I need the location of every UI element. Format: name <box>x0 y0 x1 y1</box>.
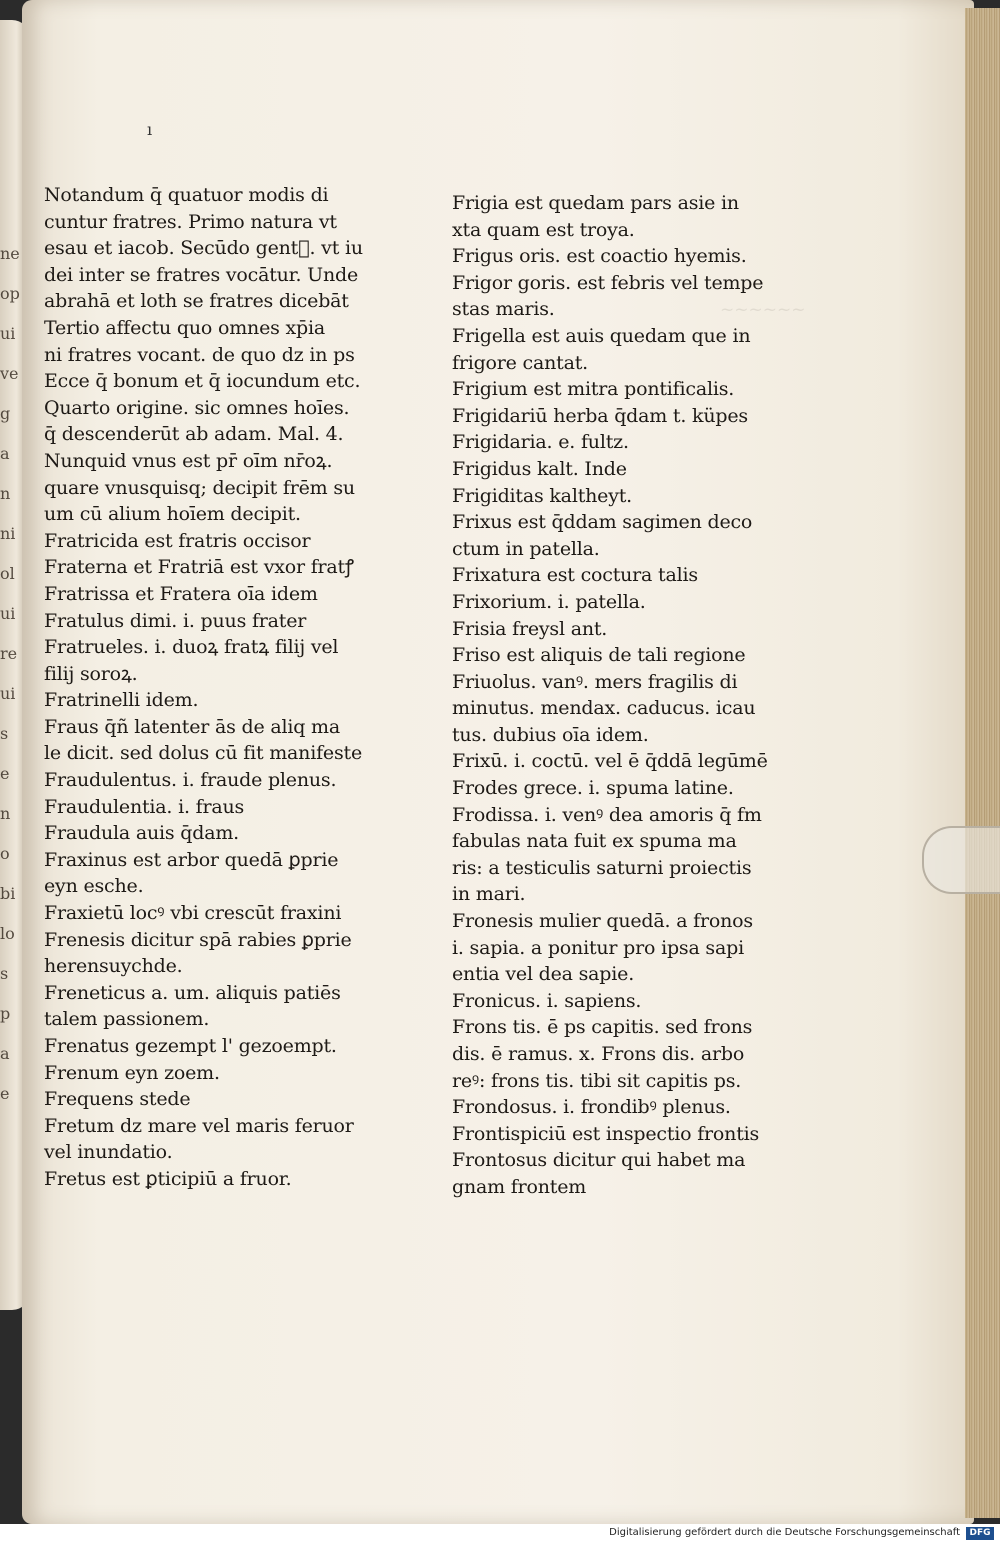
text-line: Frigidaria. e. fultz. <box>452 431 629 454</box>
text-line: Frondosus. i. frondibꝰ plenus. <box>452 1096 731 1119</box>
text-line: fabulas nata fuit ex spuma ma <box>452 830 737 853</box>
left-page-fragment: e <box>0 1084 10 1103</box>
text-line: reꝰ: frons tis. tibi sit capitis ps. <box>452 1069 742 1092</box>
text-line: Fronicus. i. sapiens. <box>452 989 642 1012</box>
text-line: Frigidus kalt. Inde <box>452 457 627 480</box>
text-line: Frigor goris. est febris vel tempe <box>452 271 764 294</box>
text-line: Fratrissa et Fratera oīa idem <box>44 582 318 605</box>
text-line: Quarto origine. sic omnes hoīes. <box>44 396 350 419</box>
left-page-fragment: lo <box>0 924 15 943</box>
text-line: Fretum dz mare vel maris feruor <box>44 1114 354 1137</box>
text-line: Friuolus. vanꝰ. mers fragilis di <box>452 670 738 693</box>
text-line: Frigia est quedam pars asie in <box>452 192 739 214</box>
text-line: Friso est aliquis de tali regione <box>452 644 746 667</box>
text-line: cuntur fratres. Primo natura vt <box>44 210 337 233</box>
left-page-fragment: e <box>0 764 10 783</box>
text-line: Frons tis. ē ps capitis. sed frons <box>452 1016 753 1039</box>
text-line: Frequens stede <box>44 1088 191 1111</box>
text-line: Frontosus dicitur qui habet ma <box>452 1149 746 1172</box>
text-line: Fraterna et Fratriā est vxor fratꝭ <box>44 556 354 579</box>
text-line: i. sapia. a ponitur pro ipsa sapi <box>452 936 744 959</box>
digitization-credit: Digitalisierung gefördert durch die Deutsche Forschungsgemeinschaft <box>609 1527 960 1538</box>
text-line: Frenesis dicitur spā rabies ꝑprie <box>44 928 352 951</box>
left-page-fragment: s <box>0 724 9 743</box>
text-line: Frigus oris. est coactio hyemis. <box>452 245 747 268</box>
text-line: Fratrinelli idem. <box>44 689 199 712</box>
text-line: Fraxinus est arbor quedā ꝑprie <box>44 848 339 871</box>
text-line: Frodes grece. i. spuma latine. <box>452 777 734 800</box>
text-line: Fretus est ꝑticipiū a fruor. <box>44 1167 292 1190</box>
text-line: filij soroꝝ. <box>44 662 138 685</box>
text-line: Frigiditas kaltheyt. <box>452 484 633 507</box>
text-line: Fratrueles. i. duoꝝ fratꝝ filij vel <box>44 636 339 659</box>
text-line: Frontispiciū est inspectio frontis <box>452 1122 760 1145</box>
left-page-fragment: ne <box>0 244 20 263</box>
left-page-fragment: ui <box>0 604 16 623</box>
dfg-logo: DFG <box>966 1527 994 1540</box>
text-line: Ecce q̄ bonum et q̄ iocundum etc. <box>44 370 361 393</box>
left-page-fragment: g <box>0 404 11 423</box>
left-page-fragment: a <box>0 444 10 463</box>
footer-bar <box>0 1524 1000 1544</box>
left-page-fragment: ui <box>0 684 16 703</box>
text-line: ni fratres vocant. de quo dz in ps <box>44 343 355 366</box>
left-page-fragment: p <box>0 1004 11 1023</box>
text-line: Frigella est auis quedam que in <box>452 324 751 347</box>
text-line: q̄ descenderūt ab adam. Mal. 4. <box>44 423 344 446</box>
text-line: Frenatus gezempt l' gezoempt. <box>44 1035 337 1057</box>
text-line: quare vnusquisq; decipit frēm su <box>44 476 355 499</box>
left-page-fragment: n <box>0 484 11 503</box>
text-line: in mari. <box>452 883 526 906</box>
text-line: Fraus q̄ñ latenter ās de aliq ma <box>44 715 340 738</box>
text-line: Frenum eyn zoem. <box>44 1061 220 1084</box>
text-line: um cū alium hoīem decipit. <box>44 503 301 526</box>
text-line: dei inter se fratres vocātur. Unde <box>44 263 359 286</box>
text-line: talem passionem. <box>44 1008 210 1031</box>
left-text-column <box>44 182 384 1193</box>
text-line: Fratricida est fratris occisor <box>44 529 311 552</box>
text-line: eyn esche. <box>44 875 144 898</box>
text-line: Frodissa. i. venꝰ dea amoris q̄ fm <box>452 803 762 826</box>
text-line: dis. ē ramus. x. Frons dis. arbo <box>452 1043 745 1065</box>
text-line: minutus. mendax. caducus. icau <box>452 697 756 720</box>
page-fore-edge <box>965 8 1000 1518</box>
page-mark: ı <box>147 120 153 139</box>
left-page-fragment: o <box>0 844 10 863</box>
text-line: Frixū. i. coctū. vel ē q̄ddā legūmē <box>452 750 768 773</box>
text-line: Tertio affectu quo omnes xp̄ia <box>44 316 325 339</box>
left-page-fragment: ni <box>0 524 16 543</box>
text-line: stas maris. <box>452 298 555 321</box>
left-page-fragment: ui <box>0 324 16 343</box>
text-line: le dicit. sed dolus cū fit manifeste <box>44 742 362 765</box>
left-page-fragment: bi <box>0 884 16 903</box>
text-line: xta quam est troya. <box>452 218 635 241</box>
left-page-fragment: re <box>0 644 18 663</box>
text-line: Fraudulentus. i. fraude plenus. <box>44 769 337 792</box>
left-page-fragment: ve <box>0 364 19 383</box>
text-line: Fraudula auis q̄dam. <box>44 822 240 845</box>
text-line: Notandum q̄ quatuor modis di <box>44 184 329 206</box>
text-line: tus. dubius oīa idem. <box>452 723 649 746</box>
left-page-fragment: op <box>0 284 20 303</box>
text-line: Fronesis mulier quedā. a fronos <box>452 910 753 933</box>
text-line: Fraudulentia. i. fraus <box>44 795 245 818</box>
text-line: esau et iacob. Secūdo gent᷑. vt iu <box>44 237 363 260</box>
text-line: entia vel dea sapie. <box>452 963 635 986</box>
left-page-fragment: n <box>0 804 11 823</box>
text-line: Frigium est mitra pontificalis. <box>452 378 735 401</box>
text-line: Frixorium. i. patella. <box>452 590 646 613</box>
text-line: Frisia freysl ant. <box>452 617 608 640</box>
text-line: abrahā et loth se fratres dicebāt <box>44 290 349 313</box>
text-line: Nunquid vnus est pr̄ oīm nr̄oꝝ. <box>44 449 333 472</box>
right-text-column <box>452 190 802 1201</box>
text-line: Frixatura est coctura talis <box>452 564 698 587</box>
text-line: Freneticus a. um. aliquis patiēs <box>44 981 341 1004</box>
left-page-fragment: a <box>0 1044 10 1063</box>
text-line: vel inundatio. <box>44 1141 173 1164</box>
text-line: frigore cantat. <box>452 351 589 374</box>
left-page-fragment: s <box>0 964 9 983</box>
text-line: Fraxietū locꝰ vbi crescūt fraxini <box>44 902 342 925</box>
show-through: ~~~~~~ <box>720 300 806 320</box>
text-line: Fratulus dimi. i. puus frater <box>44 609 307 632</box>
text-line: gnam frontem <box>452 1175 587 1198</box>
page-tab-marker <box>922 826 1000 894</box>
text-line: ris: a testiculis saturni proiectis <box>452 856 752 879</box>
left-page-fragment: ol <box>0 564 15 583</box>
text-line: Frixus est q̄ddam sagimen deco <box>452 511 753 534</box>
text-line: Frigidariū herba q̄dam t. küpes <box>452 404 748 427</box>
text-line: herensuychde. <box>44 955 183 978</box>
text-line: ctum in patella. <box>452 537 600 560</box>
